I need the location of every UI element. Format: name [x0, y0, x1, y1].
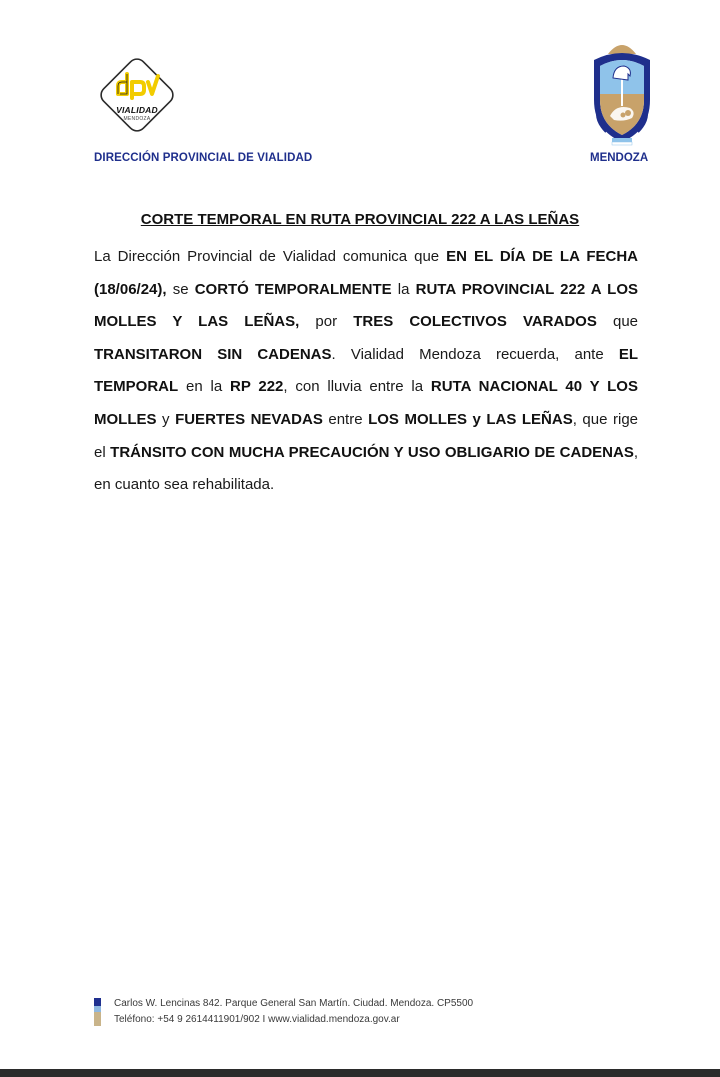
body-text-run: y [156, 410, 176, 428]
body-text-run: , que rige el [94, 410, 639, 461]
body-bold-run: RUTA PROVINCIAL 222 A LOS MOLLES Y LAS LEÑAS, [94, 280, 638, 331]
body-text-run: en la [178, 378, 230, 396]
body-bold-run: LOS MOLLES y LAS LEÑAS [368, 410, 573, 428]
body-bold-run: TRES COLECTIVOS VARADOS [353, 313, 597, 331]
footer-color-bar [94, 998, 101, 1006]
body-text-run: la [391, 280, 416, 298]
body-bold-run: TRANSITARON SIN CADENAS [94, 345, 332, 363]
footer-contact: Teléfono: +54 9 2614411901/902 I www.vialidad.mendoza.gov.ar [114, 1014, 400, 1025]
body-bold-run: RUTA NACIONAL 40 Y LOS MOLLES [94, 378, 638, 428]
body-bold-run: EN EL DÍA DE LA FECHA (18/06/24), [94, 248, 638, 298]
body-bold-run: RP 222 [229, 378, 284, 396]
body-text-run: , con lluvia entre la [283, 378, 431, 396]
vialidad-logo [94, 52, 180, 138]
body-bold-run: EL TEMPORAL [94, 345, 638, 396]
body-text-run: . Vialidad Mendoza recuerda, ante [331, 345, 619, 363]
dpv-diamond-icon [94, 52, 180, 138]
body-bold-run: FUERTES NEVADAS [175, 410, 323, 428]
logo-vialidad-text: VIALIDAD [116, 105, 158, 115]
footer-address: Carlos W. Lencinas 842. Parque General San Martín. Ciudad. Mendoza. CP5500 [114, 998, 474, 1009]
organization-name: DIRECCIÓN PROVINCIAL DE VIALIDAD [94, 152, 313, 164]
bottom-edge-strip [0, 1069, 720, 1077]
body-text-run: se [166, 280, 195, 298]
mendoza-shield-icon [584, 38, 660, 146]
document-title: CORTE TEMPORAL EN RUTA PROVINCIAL 222 A LAS LEÑAS [140, 211, 580, 228]
body-text-run: , en cuanto sea rehabilitada. [94, 443, 639, 494]
body-text-run: La Dirección Provincial de Vialidad comunica que [94, 248, 447, 265]
body-text-run: que [596, 313, 638, 331]
mendoza-crest [584, 38, 660, 146]
crest-label: MENDOZA [590, 152, 649, 164]
body-text-run: entre [322, 410, 369, 428]
document-body [94, 241, 638, 502]
body-bold-run: CORTÓ TEMPORALMENTE [194, 280, 392, 298]
footer-color-bar [94, 1012, 101, 1026]
body-text-run: por [299, 313, 354, 331]
logo-mendoza-text: MENDOZA [123, 116, 151, 122]
body-bold-run: TRÁNSITO CON MUCHA PRECAUCIÓN Y USO OBLIGARIO DE CADENAS [110, 443, 634, 461]
